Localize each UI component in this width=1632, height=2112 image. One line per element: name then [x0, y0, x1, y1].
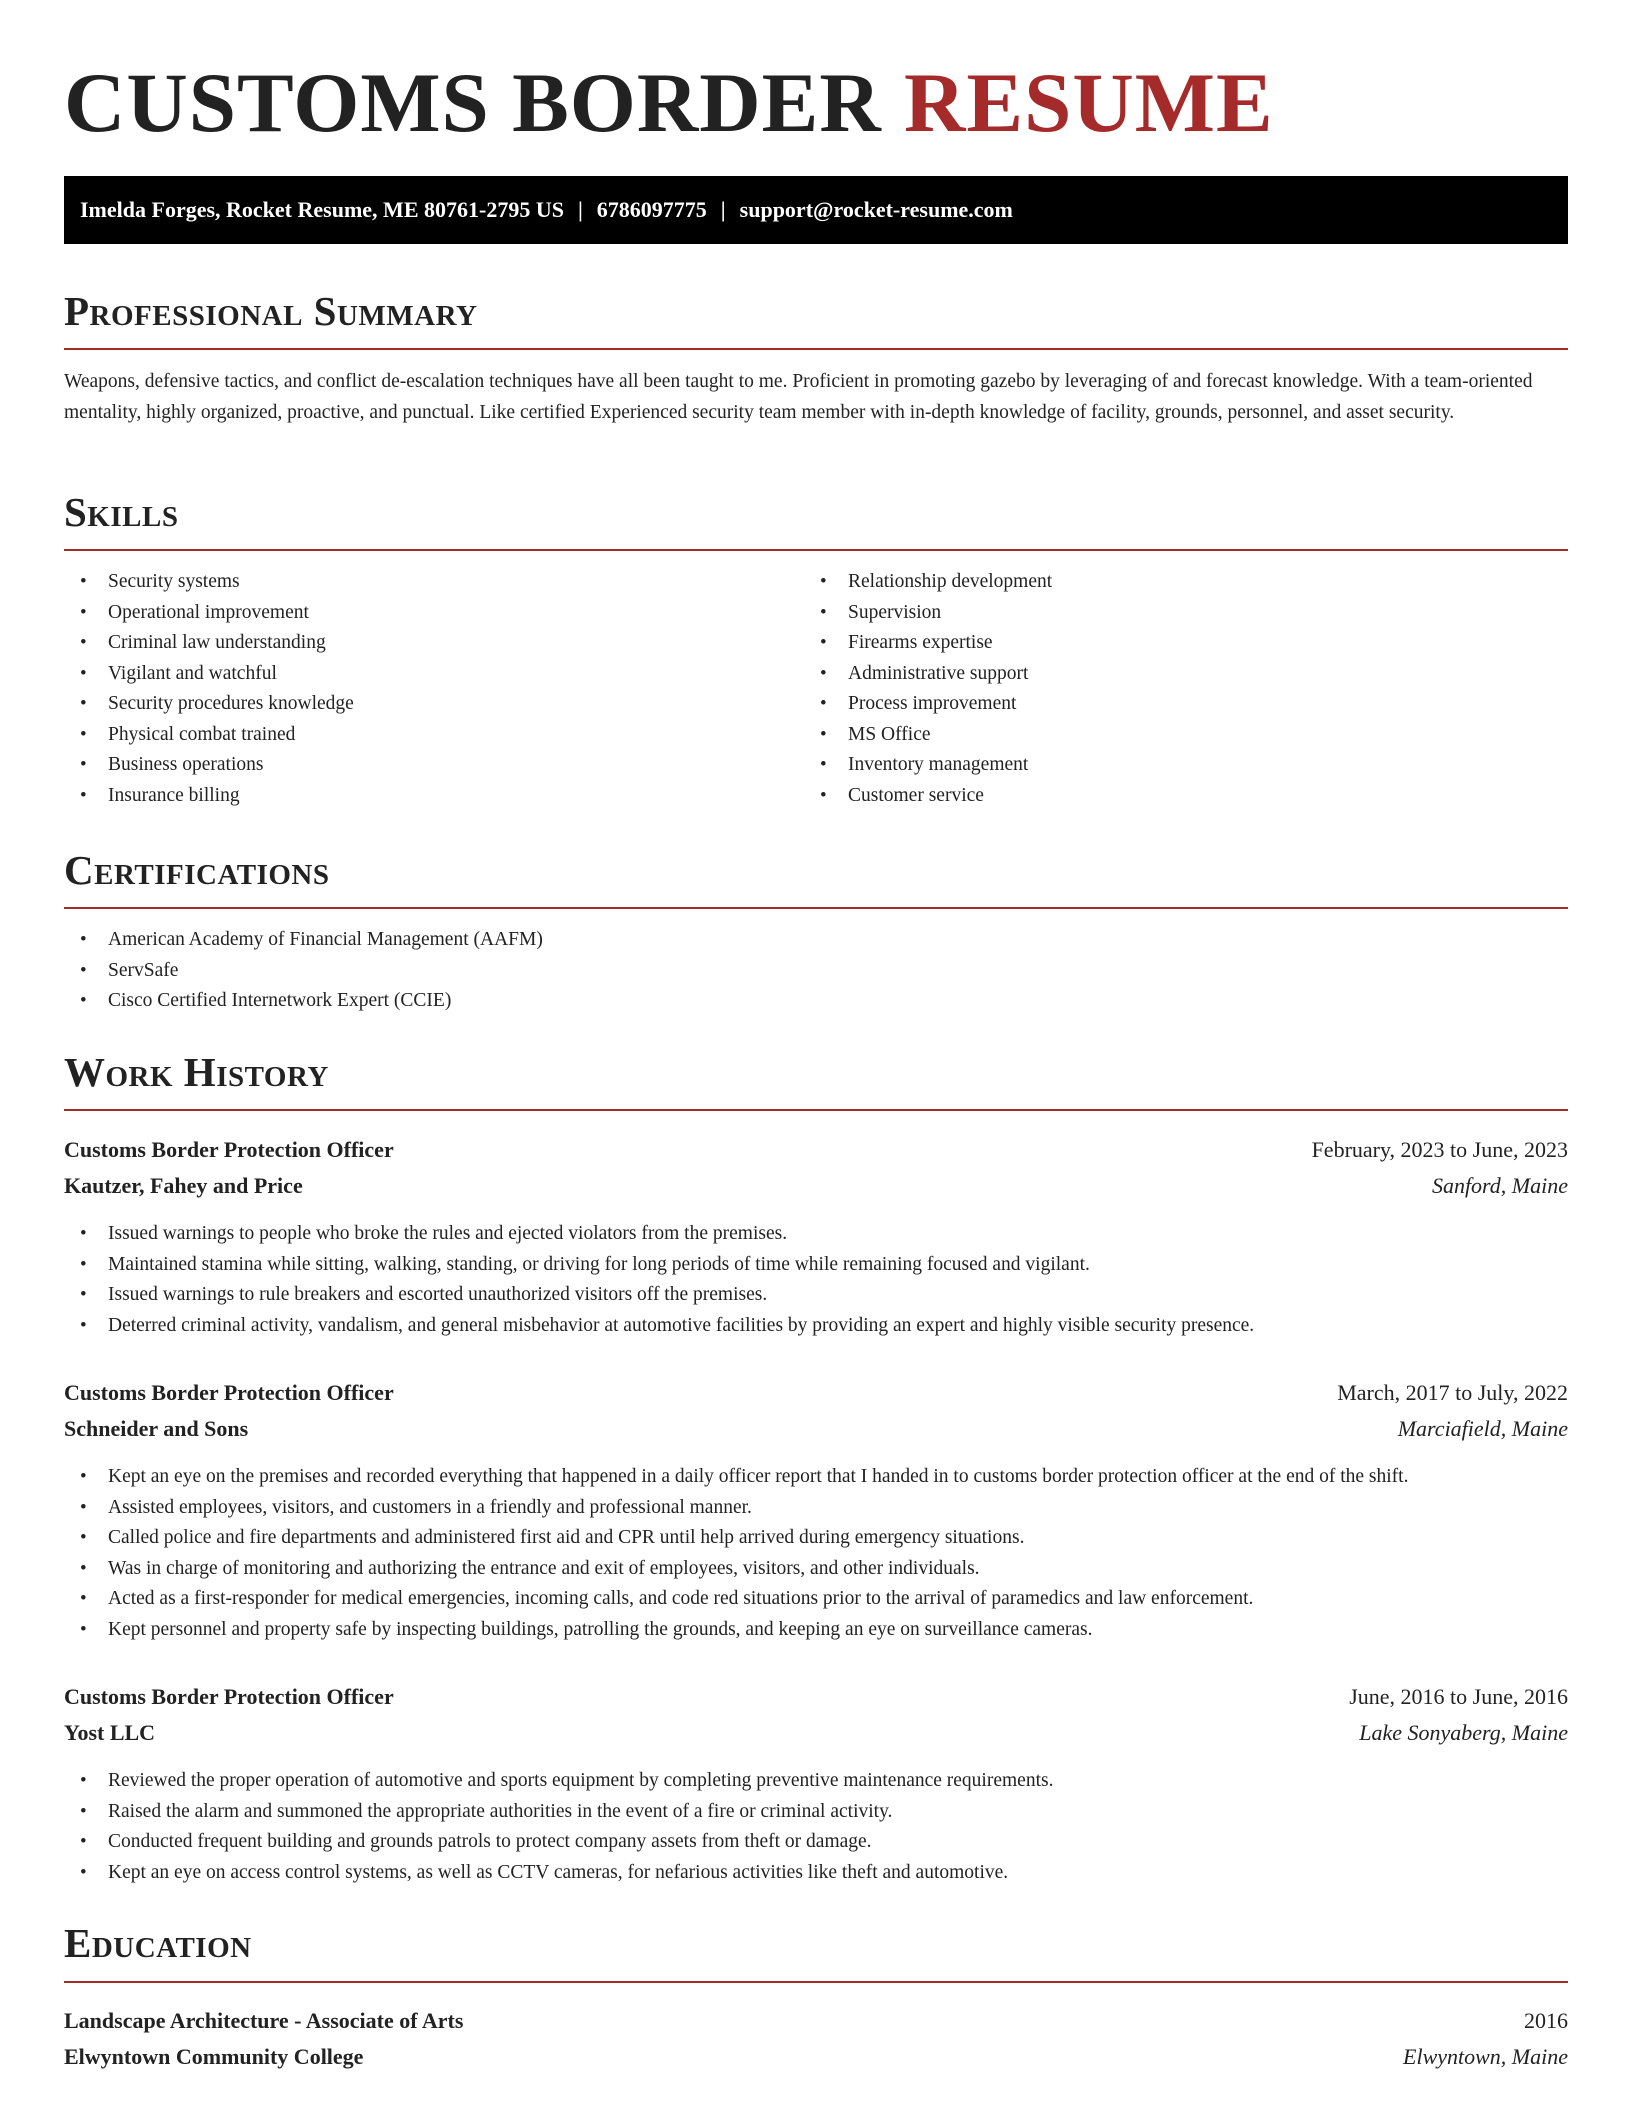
skill-item: • Security systems — [64, 567, 354, 598]
job-location: Sanford, Maine — [1431, 1173, 1568, 1198]
contact-separator: | — [577, 197, 583, 222]
job-duties-list — [64, 1219, 1254, 1341]
skill-item: • Inventory management — [804, 750, 1052, 781]
education-degree-row — [64, 2004, 1568, 2038]
skill-item: • Relationship development — [804, 567, 1052, 598]
job-title: Customs Border Protection Officer — [64, 1684, 394, 1709]
education-heading: Education — [64, 1920, 252, 1966]
job-duty-item: • Kept personnel and property safe by inspecting buildings, patrolling the grounds, and keeping an eye on surveillance cameras. — [64, 1615, 1408, 1646]
job-title: Customs Border Protection Officer — [64, 1137, 394, 1162]
job-duty-item: • Kept an eye on the premises and recorded everything that happened in a daily officer report that I handed in to customs border protection officer at the end of the shift. — [64, 1462, 1408, 1493]
title-main: CUSTOMS BORDER — [64, 56, 882, 150]
skills-list-right — [804, 567, 1052, 811]
job-duty-item: • Reviewed the proper operation of automotive and sports equipment by completing preventive maintenance requirements. — [64, 1766, 1053, 1797]
job-dates: June, 2016 to June, 2016 — [1349, 1684, 1568, 1709]
skill-item: • Administrative support — [804, 659, 1052, 690]
job-duty-item: • Called police and fire departments and administered first aid and CPR until help arrived during emergency situations. — [64, 1523, 1408, 1554]
job-duties-list — [64, 1766, 1053, 1888]
job-title-row — [64, 1376, 1568, 1410]
skill-item: • Criminal law understanding — [64, 628, 354, 659]
skills-divider — [64, 549, 1568, 551]
job-duty-item: • Assisted employees, visitors, and customers in a friendly and professional manner. — [64, 1493, 1408, 1524]
job-title-row — [64, 1133, 1568, 1167]
title-accent: RESUME — [903, 56, 1274, 150]
contact-separator: | — [720, 197, 726, 222]
job-duties-list — [64, 1462, 1408, 1645]
job-company: Kautzer, Fahey and Price — [64, 1173, 303, 1198]
skills-list-left — [64, 567, 354, 811]
skill-item: • Vigilant and watchful — [64, 659, 354, 690]
contact-phone: 6786097775 — [596, 197, 707, 222]
skill-item: • Insurance billing — [64, 781, 354, 812]
certifications-divider — [64, 907, 1568, 909]
contact-address: Imelda Forges, Rocket Resume, ME 80761-2795 US — [80, 197, 564, 222]
job-duty-item: • Raised the alarm and summoned the appropriate authorities in the event of a fire or criminal activity. — [64, 1797, 1053, 1828]
skill-item: • Customer service — [804, 781, 1052, 812]
job-duty-item: • Conducted frequent building and grounds patrols to protect company assets from theft or damage. — [64, 1827, 1053, 1858]
job-company-row — [64, 1412, 1568, 1446]
summary-heading: Professional Summary — [64, 288, 478, 334]
job-duty-item: • Maintained stamina while sitting, walking, standing, or driving for long periods of time while remaining focused and vigilant. — [64, 1250, 1254, 1281]
education-year: 2016 — [1524, 2008, 1568, 2033]
summary-divider — [64, 348, 1568, 350]
education-school: Elwyntown Community College — [64, 2044, 364, 2069]
job-company-row — [64, 1169, 1568, 1203]
contact-bar — [64, 176, 1568, 244]
job-company-row — [64, 1716, 1568, 1750]
job-company: Schneider and Sons — [64, 1416, 249, 1441]
job-dates: March, 2017 to July, 2022 — [1337, 1380, 1568, 1405]
education-location: Elwyntown, Maine — [1403, 2044, 1568, 2069]
resume-title — [64, 48, 1274, 158]
certifications-list — [64, 925, 543, 1017]
skills-heading: Skills — [64, 489, 179, 535]
contact-email: support@rocket-resume.com — [739, 197, 1013, 222]
job-title: Customs Border Protection Officer — [64, 1380, 394, 1405]
job-duty-item: • Issued warnings to people who broke the rules and ejected violators from the premises. — [64, 1219, 1254, 1250]
work-history-heading: Work History — [64, 1049, 329, 1095]
skill-item: • Security procedures knowledge — [64, 689, 354, 720]
skill-item: • Firearms expertise — [804, 628, 1052, 659]
job-title-row — [64, 1680, 1568, 1714]
skill-item: • Supervision — [804, 598, 1052, 629]
job-company: Yost LLC — [64, 1720, 156, 1745]
job-duty-item: • Kept an eye on access control systems, as well as CCTV cameras, for nefarious activities like theft and automotive. — [64, 1858, 1053, 1889]
skill-item: • Process improvement — [804, 689, 1052, 720]
job-duty-item: • Issued warnings to rule breakers and escorted unauthorized visitors off the premises. — [64, 1280, 1254, 1311]
job-duty-item: • Deterred criminal activity, vandalism, and general misbehavior at automotive facilities by providing an expert and highly visible security presence. — [64, 1311, 1254, 1342]
skill-item: • Physical combat trained — [64, 720, 354, 751]
certification-item: • American Academy of Financial Management (AAFM) — [64, 925, 543, 956]
education-school-row — [64, 2040, 1568, 2074]
certification-item: • ServSafe — [64, 956, 543, 987]
job-duty-item: • Was in charge of monitoring and authorizing the entrance and exit of employees, visitors, and other individuals. — [64, 1554, 1408, 1585]
job-duty-item: • Acted as a first-responder for medical emergencies, incoming calls, and code red situations prior to the arrival of paramedics and law enforcement. — [64, 1584, 1408, 1615]
education-degree: Landscape Architecture - Associate of Arts — [64, 2008, 464, 2033]
job-location: Lake Sonyaberg, Maine — [1359, 1720, 1568, 1745]
job-location: Marciafield, Maine — [1397, 1416, 1568, 1441]
skill-item: • MS Office — [804, 720, 1052, 751]
skill-item: • Business operations — [64, 750, 354, 781]
work-history-divider — [64, 1109, 1568, 1111]
job-dates: February, 2023 to June, 2023 — [1311, 1137, 1568, 1162]
certifications-heading: Certifications — [64, 847, 330, 893]
skill-item: • Operational improvement — [64, 598, 354, 629]
certification-item: • Cisco Certified Internetwork Expert (CCIE) — [64, 986, 543, 1017]
education-divider — [64, 1981, 1568, 1983]
summary-text: Weapons, defensive tactics, and conflict de-escalation techniques have all been taught to me. Proficient in promoting gazebo by leveraging of and forecast knowledge. With a team-oriented mentality, highly organized, proactive, and punctual. Like certified Experienced security team member with in-depth knowledge of facility, grounds, personnel, and asset security. — [64, 371, 1533, 423]
